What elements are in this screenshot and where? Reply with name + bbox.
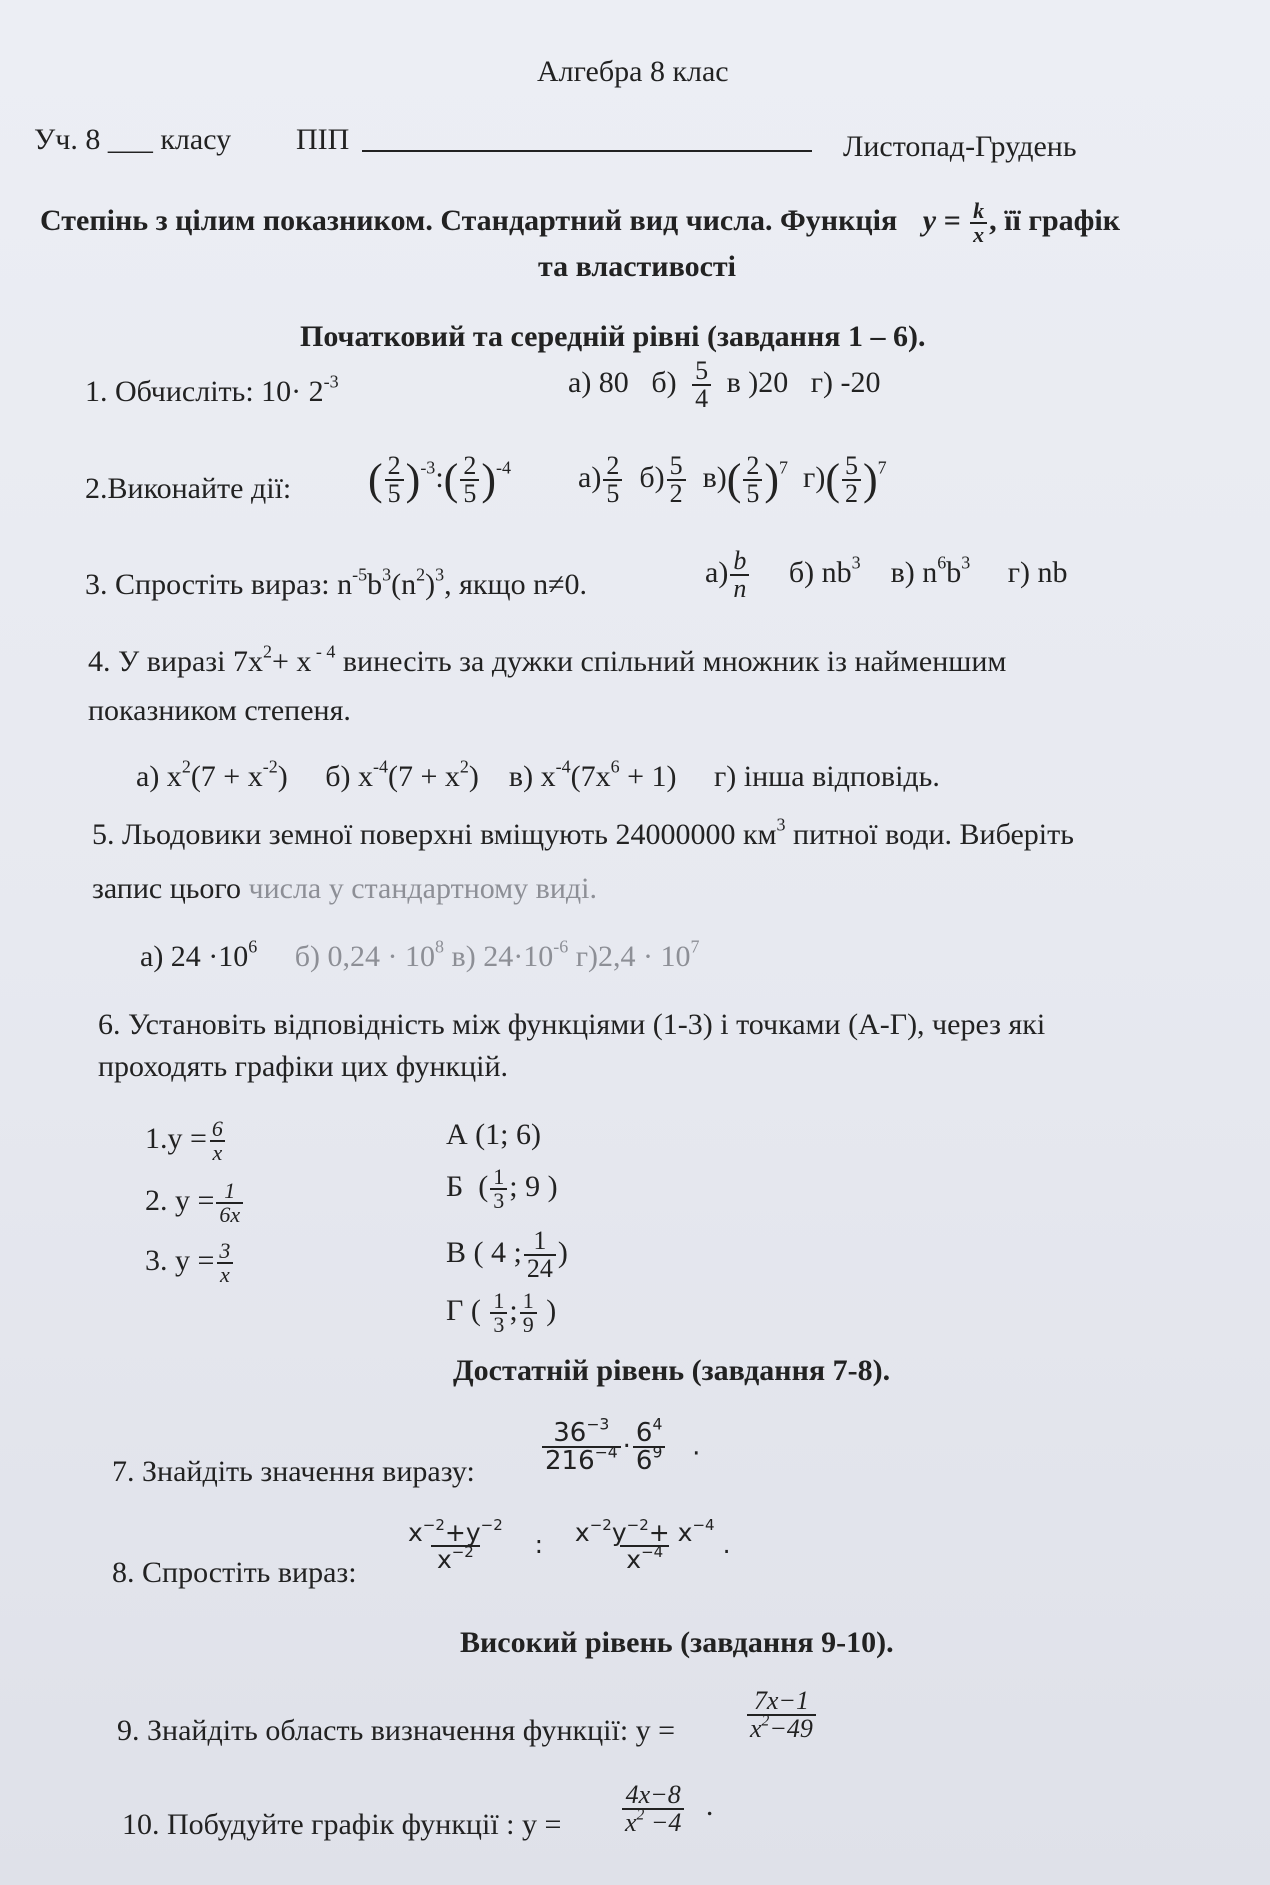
task-1-options <box>568 358 881 412</box>
function-2-fraction <box>216 1180 243 1226</box>
fraction-den: 2 <box>667 479 686 507</box>
task-2-option-b: б) <box>639 460 665 494</box>
task-3-text: 3. Спростіть вираз: n <box>85 568 353 601</box>
fraction-den: x <box>217 1262 233 1286</box>
exp: −2 <box>589 1515 612 1534</box>
task-7-fraction-1 <box>542 1415 621 1476</box>
task-4-exp: - 4 <box>311 641 336 662</box>
task-2-option-v: в) <box>702 460 727 494</box>
task-5-option-g: г)2,4 · 10 <box>568 940 691 973</box>
fraction-num: k <box>973 198 985 223</box>
fraction-num: 1 <box>493 1288 505 1313</box>
task-4-option-v-end: + 1) <box>619 760 677 793</box>
exp: −2 <box>626 1515 649 1534</box>
fraction-den: 24 <box>524 1254 556 1282</box>
exp: −4 <box>641 1542 664 1561</box>
task-3-option-b: б) nb <box>788 555 852 589</box>
task-3-exp: 3 <box>382 564 392 585</box>
fraction-num: 5 <box>845 451 858 480</box>
task-4-options <box>136 756 940 794</box>
task-2-exp-1: -3 <box>420 457 436 478</box>
fraction-num: 3 <box>219 1238 231 1263</box>
task-4-option-a-text: (7 + x <box>190 760 263 793</box>
task-10-dot: . <box>705 1788 714 1822</box>
task-5-option-a: а) 24 ·10 <box>140 940 249 973</box>
task-5-options <box>140 936 700 974</box>
task-4-option-a: а) x <box>136 760 182 793</box>
task-8-dot: . <box>722 1530 731 1559</box>
section-heading-1: Початковий та середній рівні (завдання 1 – 6). <box>300 320 926 353</box>
task-6-line-2: проходять графіки цих функцій. <box>98 1050 509 1083</box>
fraction-num: 5 <box>695 356 709 385</box>
exp: 2 <box>636 1806 645 1824</box>
fraction-num: + x <box>648 1518 693 1547</box>
function-1-fraction <box>209 1118 226 1164</box>
point-g-sep: ; <box>509 1293 518 1327</box>
task-5-exp: 7 <box>690 936 700 957</box>
task-3-option-a: а) <box>705 555 729 589</box>
point-label: В ( 4 ; <box>446 1235 522 1269</box>
task-8-expression <box>400 1515 731 1574</box>
task-10-fraction <box>620 1782 713 1836</box>
task-3-option-v-exp: 3 <box>961 552 971 573</box>
fraction-num: 1 <box>522 1288 534 1313</box>
exp: 2 <box>761 1712 770 1730</box>
task-3-option-a-fraction <box>730 548 749 602</box>
task-8-fraction-2 <box>569 1515 721 1574</box>
fraction-den: 3 <box>490 1312 507 1336</box>
task-3-option-v-exp: 6 <box>937 552 947 573</box>
point-g: Г ( $\frac{1}{3}$ ; $\frac{1}{9}$ ) <box>446 1288 557 1337</box>
section-heading-2: Достатній рівень (завдання 7-8). <box>453 1354 891 1387</box>
fraction-num: 4x−8 <box>625 1780 681 1809</box>
fraction-den: x <box>626 1545 642 1574</box>
task-5-options-faint <box>294 936 700 973</box>
fraction-den: 6 <box>635 1446 653 1476</box>
task-4-option-b-end: ) <box>468 760 479 793</box>
task-4-option-b-text: (7 + x <box>388 760 460 793</box>
fraction-den: x <box>750 1714 762 1743</box>
fraction-num: y <box>611 1518 627 1547</box>
fraction-den: 216 <box>545 1446 595 1476</box>
task-3-text: b <box>367 568 383 601</box>
task-2-option-g-fraction <box>842 453 861 507</box>
student-class-field: Уч. 8 ___ класу <box>34 123 232 156</box>
task-3-option-v: в) n <box>890 555 938 589</box>
function-1 <box>145 1118 228 1164</box>
task-2-option-v-exp: 7 <box>779 457 789 478</box>
task-3-text: (n <box>391 568 417 601</box>
fraction-num: 1 <box>493 1164 505 1189</box>
date-label: Листопад-Грудень <box>843 130 1077 163</box>
task-5-text-faint: числа у стандартному виді. <box>248 872 597 905</box>
task-2-option-a-fraction <box>603 453 622 507</box>
task-7-text: 7. Знайдіть значення виразу: <box>112 1455 475 1488</box>
point-label: Б <box>446 1169 464 1203</box>
fraction-num: +y <box>444 1518 481 1547</box>
task-1-option-b-fraction <box>692 358 711 412</box>
task-2-option-g-exp: 7 <box>877 457 887 478</box>
point-b-fraction <box>490 1166 507 1212</box>
exp: 4 <box>652 1415 663 1434</box>
task-4-text: + x <box>271 645 312 678</box>
task-5-exp: 6 <box>248 936 258 957</box>
topic-line1-end: , її графік <box>989 203 1121 237</box>
fraction-den: x <box>436 1545 452 1574</box>
fraction-num: 1 <box>533 1226 547 1255</box>
fraction-den: −4 <box>644 1808 682 1837</box>
topic-line1: Степінь з цілим показником. Стандартний вид числа. Функція <box>40 203 898 237</box>
task-4-line-2: показником степеня. <box>88 694 351 727</box>
function-3 <box>145 1240 235 1286</box>
task-4-exp: -2 <box>262 756 278 777</box>
exp: 9 <box>652 1443 663 1462</box>
task-3-exp: 2 <box>416 564 426 585</box>
task-4-text: винесіть за дужки спільний множник із найменшим <box>335 645 1007 678</box>
task-1 <box>85 371 339 409</box>
task-9-text: 9. Знайдіть область визначення функції: у = <box>117 1714 676 1747</box>
point-g-fraction-2 <box>520 1290 537 1336</box>
task-5-text: запис цього <box>92 872 249 905</box>
fraction-den: 5 <box>460 479 479 507</box>
task-4-exp: 2 <box>181 756 191 777</box>
task-2-colon: : <box>435 460 444 494</box>
task-2-option-b-fraction <box>667 453 686 507</box>
task-2-fraction-1 <box>385 453 404 507</box>
task-2-text: 2.Виконайте дії: <box>85 472 292 505</box>
fraction-den: x <box>970 222 987 246</box>
task-5-line-2 <box>92 872 597 906</box>
task-4-exp: -4 <box>373 756 388 777</box>
section-heading-3: Високий рівень (завдання 9-10). <box>460 1626 894 1659</box>
task-4-exp: 2 <box>262 641 272 662</box>
fraction-den: x <box>625 1808 637 1837</box>
function-label: 2. y = <box>145 1183 215 1217</box>
function-3-fraction <box>216 1240 233 1286</box>
topic-func-fraction <box>970 200 987 246</box>
task-8-text: 8. Спростіть вираз: <box>112 1556 357 1589</box>
topic-line2: та властивості <box>538 250 736 283</box>
point-a: А (1; 6) <box>446 1118 541 1151</box>
task-8-fraction-1 <box>402 1515 509 1574</box>
function-2 <box>145 1180 245 1226</box>
fraction-num: 2 <box>606 451 620 480</box>
task-3-option-v-b: b <box>946 555 962 589</box>
point-v-fraction <box>524 1228 556 1282</box>
task-4-option-g: г) інша відповідь. <box>714 760 940 793</box>
task-3-exp: -5 <box>352 564 368 585</box>
task-1-exp: -3 <box>323 371 339 392</box>
task-10-text: 10. Побудуйте графік функції : у = <box>122 1808 562 1841</box>
exp: −2 <box>451 1542 474 1561</box>
task-5-option-v: в) 24·10 <box>444 940 554 973</box>
fraction-den: 4 <box>692 384 711 412</box>
fraction-num: 2 <box>387 451 401 480</box>
function-label: 3. y = <box>145 1243 215 1277</box>
task-2-exp-2: -4 <box>495 457 511 478</box>
topic-func-y: y = <box>922 203 961 237</box>
topic-heading <box>40 200 1120 246</box>
task-1-option-a: а) 80 <box>568 365 629 399</box>
task-4-exp: 2 <box>459 756 469 777</box>
fraction-den: 5 <box>385 479 404 507</box>
task-2-expression: ( $\frac{2}{5}$ )$^{-3}$:( $\frac{2}{5}$ )$^{-4}$ <box>368 451 511 508</box>
task-8-colon: : <box>534 1530 544 1559</box>
task-1-option-b: б) <box>651 365 677 399</box>
task-3-text: ) <box>425 568 436 601</box>
fraction-num: 1 <box>224 1178 236 1203</box>
task-4-option-b: б) x <box>325 760 373 793</box>
task-3-exp: 3 <box>435 564 445 585</box>
fraction-num: x <box>574 1518 590 1547</box>
name-blank-line <box>362 150 812 152</box>
fraction-num: 6 <box>635 1418 653 1448</box>
task-2-option-v-fraction <box>743 453 762 507</box>
task-9-fraction <box>745 1688 818 1742</box>
task-5-option-b: б) 0,24 · 10 <box>294 940 436 973</box>
exp: −4 <box>594 1443 618 1462</box>
task-4-text: 4. У виразі 7x <box>88 645 263 678</box>
page-title: Алгебра 8 клас <box>537 55 729 88</box>
fraction-den: 2 <box>842 479 861 507</box>
task-5-exp: 8 <box>435 936 445 957</box>
fraction-num: 36 <box>553 1418 587 1448</box>
task-4-option-v-text: (7x <box>570 760 611 793</box>
fraction-den: 9 <box>520 1312 537 1336</box>
fraction-num: 2 <box>746 451 760 480</box>
point-b: Б ( $\frac{1}{3}$ ; 9 ) <box>446 1164 558 1213</box>
task-3-options <box>705 548 1068 602</box>
fraction-den: −49 <box>769 1714 813 1743</box>
exp: −2 <box>422 1515 445 1534</box>
task-4-exp: 6 <box>610 756 620 777</box>
task-3 <box>85 564 588 602</box>
fraction-num: 6 <box>211 1116 223 1141</box>
task-4-line-1 <box>88 641 1007 679</box>
exp: −2 <box>480 1515 503 1534</box>
fraction-num: 2 <box>463 451 477 480</box>
task-7-expression: $\frac{36^{-3}}{216^{-4}}$ · $\frac{6^4}{6^9}$ . <box>540 1420 700 1474</box>
task-2-option-g: г) <box>803 460 826 494</box>
task-1-text: 1. Обчисліть: 10· 2 <box>85 375 324 408</box>
task-5-line-1 <box>92 814 1074 852</box>
task-7-dot: . <box>692 1431 701 1462</box>
task-1-option-g: г) -20 <box>810 365 881 399</box>
fraction-den: 6x <box>216 1202 243 1226</box>
task-5-exp: -6 <box>553 936 569 957</box>
exp: −3 <box>586 1415 610 1434</box>
task-5-text: питної води. Виберіть <box>785 818 1074 851</box>
task-4-exp: -4 <box>555 756 571 777</box>
task-5-exp: 3 <box>776 814 786 835</box>
point-v: В ( 4 ; $\frac{1}{24}$ ) <box>446 1226 568 1283</box>
task-3-text: , якщо n≠0. <box>444 568 588 601</box>
task-4-option-a-end: ) <box>277 760 288 793</box>
task-2-options: а) $\frac{2}{5}$ б) $\frac{5}{2}$ в)( $\frac{2}{5}$ )$^7$ г)( $\frac{5}{2}$ )$^7$ <box>578 451 887 508</box>
fraction-den: 5 <box>603 479 622 507</box>
task-4-option-v: в) x <box>508 760 556 793</box>
fraction-den: x <box>210 1140 226 1164</box>
point-g-fraction-1 <box>490 1290 507 1336</box>
fraction-den: 5 <box>743 479 762 507</box>
task-3-option-b-exp: 3 <box>851 552 861 573</box>
fraction-den: n <box>730 574 749 602</box>
fraction-num: 5 <box>669 451 683 480</box>
task-3-option-g: г) nb <box>1007 555 1068 589</box>
point-label: Г ( <box>446 1293 481 1327</box>
task-2-option-a: а) <box>578 460 602 494</box>
task-7-fraction-2 <box>633 1415 665 1476</box>
fraction-num: x <box>408 1518 423 1547</box>
task-2-fraction-2 <box>460 453 479 507</box>
fraction-num: b <box>733 546 747 575</box>
fraction-num: 7x−1 <box>753 1686 809 1715</box>
task-6-line-1: 6. Установіть відповідність між функціями (1-3) і точками (А-Г), через які <box>98 1008 1046 1041</box>
fraction-den: 3 <box>490 1188 507 1212</box>
task-5-text: 5. Льодовики земної поверхні вміщують 24000000 км <box>92 818 777 851</box>
pip-label: ПІП <box>296 123 350 156</box>
function-label: 1.y = <box>145 1121 207 1155</box>
exp: −4 <box>692 1515 715 1534</box>
point-b-rest: ; 9 ) <box>509 1169 558 1203</box>
task-1-option-v: в )20 <box>726 365 789 399</box>
